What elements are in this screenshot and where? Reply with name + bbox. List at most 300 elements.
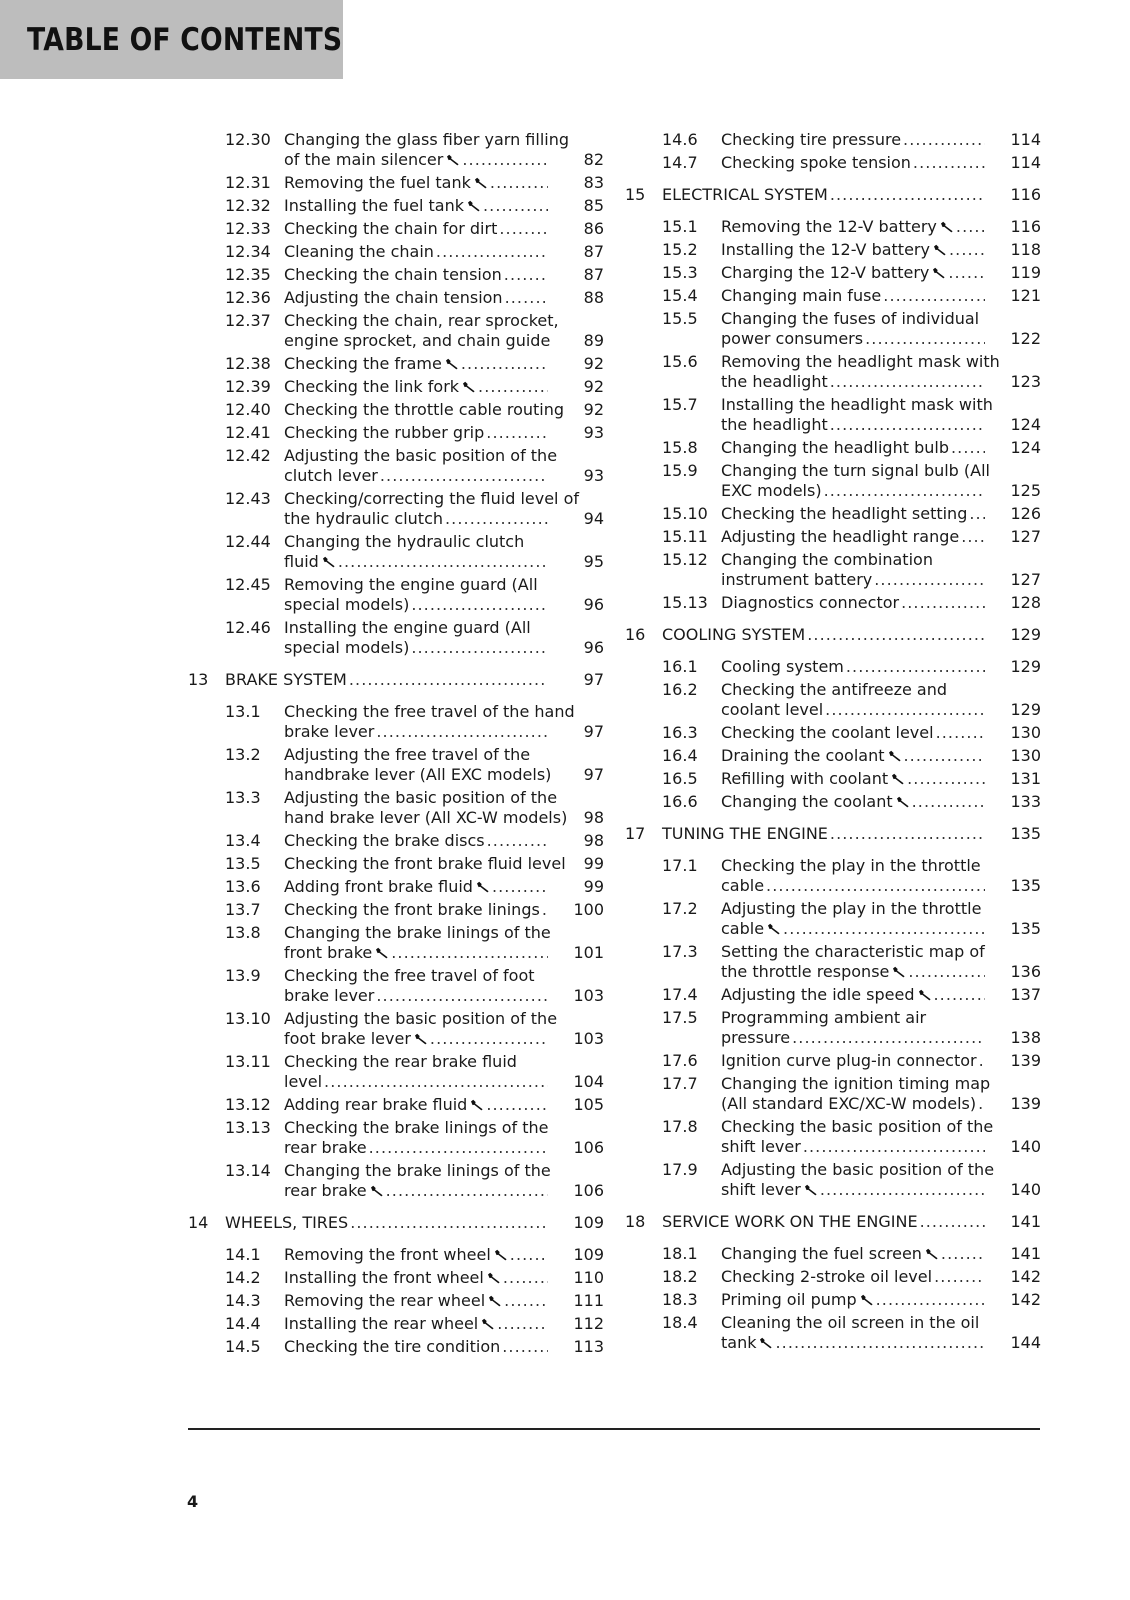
wrench-icon [470,1096,484,1108]
toc-entry[interactable] [188,265,604,285]
dot-leader [430,1029,548,1049]
page-ref: 136 [1010,962,1041,981]
wrench-icon [462,378,476,390]
wrench-icon [474,174,488,186]
entry-title: special models) [284,595,410,614]
toc-entry[interactable] [625,985,1041,1005]
section-number: 17.9 [662,1160,698,1179]
wrench-icon [933,241,947,253]
toc-entry[interactable] [625,1290,1041,1310]
section-number: 12.35 [225,265,271,284]
entry-title: Checking the tire condition [284,1337,501,1356]
entry-title: clutch lever [284,466,378,485]
dot-leader [369,1138,548,1158]
page-ref: 131 [1010,769,1041,788]
toc-entry[interactable] [625,309,1041,349]
page-ref: 110 [573,1268,604,1287]
section-number: 13.5 [225,854,261,873]
toc-entry[interactable] [625,263,1041,283]
toc-entry[interactable] [188,900,604,920]
dot-leader [502,1337,548,1357]
toc-entry[interactable] [625,1313,1041,1353]
entry-title: hand brake lever (All XC-W models) [284,808,568,827]
page-ref: 96 [583,595,604,614]
section-number: 15.5 [662,309,698,328]
page-ref: 121 [1010,286,1041,305]
wrench-icon [918,986,932,998]
entry-title: Checking the chain, rear sprocket, [284,311,559,330]
toc-entry[interactable] [188,575,604,615]
toc-chapter[interactable] [188,668,604,692]
section-number: 17.8 [662,1117,698,1136]
entry-title: Checking the brake discs [284,831,485,850]
entry-title: Adjusting the basic position of the [721,1160,995,1179]
section-number: 16.4 [662,746,698,765]
toc-entry[interactable] [188,423,604,443]
wrench-icon [932,264,946,276]
page-ref: 105 [573,1095,604,1114]
entry-title: rear brake [284,1181,367,1200]
dot-leader [830,183,985,207]
section-number: 13.9 [225,966,261,985]
section-number: 14.2 [225,1268,261,1287]
section-number: 16.6 [662,792,698,811]
dot-leader [830,822,985,846]
entry-title: Removing the headlight mask with [721,352,1000,371]
section-number: 12.31 [225,173,271,192]
toc-entry[interactable] [625,680,1041,720]
page-ref: 109 [573,1245,604,1264]
page-ref: 100 [573,900,604,919]
toc-entry[interactable] [188,311,604,351]
page-ref: 97 [583,722,604,741]
page-ref: 125 [1010,481,1041,500]
entry-title: Changing the brake linings of the [284,1161,551,1180]
wrench-icon [891,770,905,782]
dot-leader [792,1028,985,1048]
toc-entry[interactable] [625,792,1041,812]
toc-entry[interactable] [625,1244,1041,1264]
page-ref: 141 [1010,1212,1041,1231]
toc-column-right [625,130,1041,1356]
chapter-title: BRAKE SYSTEM [225,670,347,689]
toc-entry[interactable] [625,504,1041,524]
toc-entry[interactable] [625,286,1041,306]
page-ref: 111 [573,1291,604,1310]
toc-entry[interactable] [188,1095,604,1115]
page-ref: 126 [1010,504,1041,523]
toc-chapter[interactable] [625,822,1041,846]
entry-title: Ignition curve plug-in connector [721,1051,977,1070]
dot-leader [907,769,985,789]
section-number: 13.6 [225,877,261,896]
wrench-icon [488,1292,502,1304]
entry-title: Installing the headlight mask with [721,395,993,414]
toc-entry[interactable] [625,153,1041,173]
toc-entry[interactable] [188,1009,604,1049]
entry-title: level [284,1072,323,1091]
toc-entry[interactable] [188,130,604,170]
toc-entry[interactable] [188,288,604,308]
toc-entry[interactable] [625,130,1041,150]
chapter-title: COOLING SYSTEM [662,625,806,644]
entry-title: Removing the 12-V battery [721,217,937,236]
toc-chapter[interactable] [625,1210,1041,1234]
section-number: 18.2 [662,1267,698,1286]
toc-entry[interactable] [188,702,604,742]
dot-leader [934,1267,985,1287]
wrench-icon [414,1030,428,1042]
page-ref: 129 [1010,625,1041,644]
toc-entry[interactable] [625,1117,1041,1157]
page-ref: 135 [1010,824,1041,843]
entry-title: Checking the play in the throttle [721,856,981,875]
dot-leader [961,527,985,547]
toc-entry[interactable] [188,219,604,239]
toc-entry[interactable] [625,657,1041,677]
dot-leader [380,466,548,486]
dot-leader [807,623,985,647]
toc-entry[interactable] [625,723,1041,743]
section-number: 15.8 [662,438,698,457]
toc-entry[interactable] [188,242,604,262]
toc-entry[interactable] [188,966,604,1006]
footer-rule [188,1428,1040,1430]
section-number: 15.13 [662,593,708,612]
chapter-number: 14 [188,1213,209,1232]
chapter-title: ELECTRICAL SYSTEM [662,185,828,204]
chapter-number: 18 [625,1212,646,1231]
toc-entry[interactable] [625,438,1041,458]
entry-title: Draining the coolant [721,746,885,765]
entry-title: Refilling with coolant [721,769,889,788]
toc-entry[interactable] [625,550,1041,590]
toc-entry[interactable] [625,1160,1041,1200]
wrench-icon [446,151,460,163]
page-ref: 119 [1010,263,1041,282]
entry-title: Cooling system [721,657,844,676]
page-ref: 93 [583,466,604,485]
section-number: 13.8 [225,923,261,942]
dot-leader [497,1314,548,1334]
page-ref: 114 [1010,130,1041,149]
entry-title: Checking the basic position of the [721,1117,994,1136]
entry-title: Installing the front wheel [284,1268,484,1287]
toc-entry[interactable] [188,1052,604,1092]
entry-title: Checking the rear brake fluid [284,1052,517,1071]
dot-leader [830,415,985,435]
page-ref: 116 [1010,185,1041,204]
toc-entry[interactable] [188,1118,604,1158]
section-number: 13.10 [225,1009,271,1028]
page-ref: 135 [1010,876,1041,895]
toc-entry[interactable] [188,196,604,216]
section-number: 12.36 [225,288,271,307]
page-ref: 129 [1010,657,1041,676]
dot-leader [865,329,985,349]
toc-entry[interactable] [188,745,604,785]
section-number: 15.2 [662,240,698,259]
entry-title: power consumers [721,329,864,348]
toc-entry[interactable] [625,461,1041,501]
toc-entry[interactable] [188,788,604,828]
section-number: 12.34 [225,242,271,261]
toc-entry[interactable] [188,923,604,963]
toc-entry[interactable] [188,446,604,486]
entry-title: Removing the engine guard (All [284,575,538,594]
page-ref: 97 [583,670,604,689]
section-number: 12.30 [225,130,271,149]
section-number: 12.37 [225,311,271,330]
page-ref: 92 [583,354,604,373]
page-ref: 86 [583,219,604,238]
dot-leader [391,943,548,963]
dot-leader [376,986,548,1006]
entry-title: Installing the 12-V battery [721,240,930,259]
toc-entry[interactable] [188,618,604,658]
dot-leader [912,792,985,812]
page-ref: 116 [1010,217,1041,236]
entry-title: Changing the fuel screen [721,1244,922,1263]
dot-leader [486,423,548,443]
dot-leader [913,153,985,173]
page-ref: 129 [1010,700,1041,719]
page-ref: 98 [583,808,604,827]
dot-leader [956,217,985,237]
page-ref: 103 [573,1029,604,1048]
section-number: 17.1 [662,856,698,875]
section-number: 13.2 [225,745,261,764]
page-ref: 104 [573,1072,604,1091]
entry-title: Removing the front wheel [284,1245,491,1264]
entry-title: Charging the 12-V battery [721,263,930,282]
page-ref: 99 [583,877,604,896]
toc-entry[interactable] [625,593,1041,613]
section-number: 17.5 [662,1008,698,1027]
toc-entry[interactable] [625,1051,1041,1071]
toc-entry[interactable] [188,1314,604,1334]
dot-leader [505,288,548,308]
page-ref: 123 [1010,372,1041,391]
chapter-title: SERVICE WORK ON THE ENGINE [662,1212,918,1231]
entry-title: Checking the headlight setting [721,504,968,523]
entry-title: tank [721,1333,757,1352]
page-ref: 137 [1010,985,1041,1004]
section-number: 17.3 [662,942,698,961]
page-ref: 89 [583,331,604,350]
page-ref: 92 [583,400,604,419]
section-number: 18.3 [662,1290,698,1309]
section-number: 17.2 [662,899,698,918]
toc-entry[interactable] [188,1245,604,1265]
entry-title: Adding rear brake fluid [284,1095,468,1114]
entry-title: Programming ambient air [721,1008,927,1027]
dot-leader [904,746,986,766]
entry-title: Adjusting the basic position of the [284,446,558,465]
toc-entry[interactable] [188,1268,604,1288]
section-number: 12.38 [225,354,271,373]
toc-entry[interactable] [625,899,1041,939]
entry-title: EXC models) [721,481,822,500]
entry-title: Checking spoke tension [721,153,911,172]
dot-leader [436,242,548,262]
wrench-icon [476,878,490,890]
page-ref: 141 [1010,1244,1041,1263]
dot-leader [542,900,548,920]
header-band [0,0,343,79]
entry-title: Checking the antifreeze and [721,680,948,699]
toc-entry[interactable] [188,1291,604,1311]
entry-title: Changing the headlight bulb [721,438,949,457]
page-ref: 130 [1010,723,1041,742]
section-number: 12.39 [225,377,271,396]
page-ref: 106 [573,1181,604,1200]
toc-entry[interactable] [625,769,1041,789]
dot-leader [349,668,548,692]
dot-leader [461,354,548,374]
dot-leader [949,240,985,260]
page-number: 4 [187,1492,199,1511]
entry-title: Checking the throttle cable routing [284,400,565,419]
wrench-icon [888,747,902,759]
entry-title: Changing main fuse [721,286,882,305]
section-number: 14.1 [225,1245,261,1264]
page-ref: 138 [1010,1028,1041,1047]
section-number: 13.11 [225,1052,271,1071]
dot-leader [350,1211,548,1235]
page-ref: 140 [1010,1137,1041,1156]
entry-title: Adjusting the chain tension [284,288,503,307]
dot-leader [824,481,985,501]
page-ref: 112 [573,1314,604,1333]
dot-leader [936,723,985,743]
toc-entry[interactable] [188,1337,604,1357]
dot-leader [510,1245,548,1265]
dot-leader [483,196,548,216]
dot-leader [901,593,985,613]
wrench-icon [804,1181,818,1193]
page-ref: 99 [583,854,604,873]
page-ref: 82 [583,150,604,169]
toc-chapter[interactable] [625,623,1041,647]
section-number: 18.1 [662,1244,698,1263]
toc-entry[interactable] [625,395,1041,435]
page-ref: 113 [573,1337,604,1356]
section-number: 12.46 [225,618,271,637]
entry-title: engine sprocket, and chain guide [284,331,551,350]
section-number: 13.1 [225,702,261,721]
entry-title: front brake [284,943,373,962]
wrench-icon [892,963,906,975]
entry-title: Setting the characteristic map of [721,942,985,961]
toc-entry[interactable] [625,217,1041,237]
toc-entry[interactable] [188,877,604,897]
wrench-icon [487,1269,501,1281]
toc-entry[interactable] [188,489,604,529]
toc-entry[interactable] [188,354,604,374]
page-ref: 127 [1010,570,1041,589]
wrench-icon [494,1246,508,1258]
toc-entry[interactable] [625,527,1041,547]
entry-title: Installing the engine guard (All [284,618,531,637]
entry-title: Checking the chain tension [284,265,502,284]
section-number: 12.41 [225,423,271,442]
dot-leader [487,831,548,851]
entry-title: Checking tire pressure [721,130,902,149]
toc-entry[interactable] [625,746,1041,766]
entry-title: Changing the combination [721,550,933,569]
entry-title: Changing the turn signal bulb (All [721,461,990,480]
entry-title: Changing the glass fiber yarn filling [284,130,569,149]
chapter-number: 16 [625,625,646,644]
wrench-icon [925,1245,939,1257]
entry-title: Checking the free travel of the hand [284,702,575,721]
entry-title: shift lever [721,1180,801,1199]
section-number: 18.4 [662,1313,698,1332]
page-ref: 133 [1010,792,1041,811]
toc-entry[interactable] [625,942,1041,982]
toc-entry[interactable] [188,831,604,851]
page-ref: 109 [573,1213,604,1232]
section-number: 14.4 [225,1314,261,1333]
toc-entry[interactable] [188,532,604,572]
section-number: 15.3 [662,263,698,282]
toc-entry[interactable] [625,1008,1041,1048]
section-number: 17.6 [662,1051,698,1070]
toc-chapter[interactable] [188,1211,604,1235]
toc-entry[interactable] [188,173,604,193]
dot-leader [969,504,985,524]
page-ref: 88 [583,288,604,307]
toc-chapter[interactable] [625,183,1041,207]
entry-title: (All standard EXC/XC-W models) [721,1094,977,1113]
dot-leader [951,438,985,458]
toc-entry[interactable] [188,377,604,397]
section-number: 13.14 [225,1161,271,1180]
dot-leader [825,700,985,720]
section-number: 14.6 [662,130,698,149]
dot-leader [979,1051,985,1071]
page-ref: 114 [1010,153,1041,172]
toc-entry[interactable] [625,856,1041,896]
toc-entry[interactable] [188,400,604,420]
toc-entry[interactable] [625,1267,1041,1287]
toc-entry[interactable] [625,240,1041,260]
page-ref: 142 [1010,1290,1041,1309]
entry-title: Checking the front brake linings [284,900,540,919]
toc-entry[interactable] [188,1161,604,1201]
toc-entry[interactable] [625,352,1041,392]
dot-leader [846,657,985,677]
section-number: 14.5 [225,1337,261,1356]
entry-title: Checking/correcting the fluid level of [284,489,580,508]
entry-title: Changing the hydraulic clutch [284,532,525,551]
wrench-icon [445,355,459,367]
dot-leader [324,1072,548,1092]
page-ref: 127 [1010,527,1041,546]
page-ref: 85 [583,196,604,215]
wrench-icon [759,1334,773,1346]
page-ref: 94 [583,509,604,528]
dot-leader [462,150,548,170]
toc-entry[interactable] [188,854,604,874]
wrench-icon [467,197,481,209]
toc-entry[interactable] [625,1074,1041,1114]
dot-leader [783,919,985,939]
entry-title: Installing the rear wheel [284,1314,479,1333]
dot-leader [386,1181,548,1201]
dot-leader [941,1244,985,1264]
